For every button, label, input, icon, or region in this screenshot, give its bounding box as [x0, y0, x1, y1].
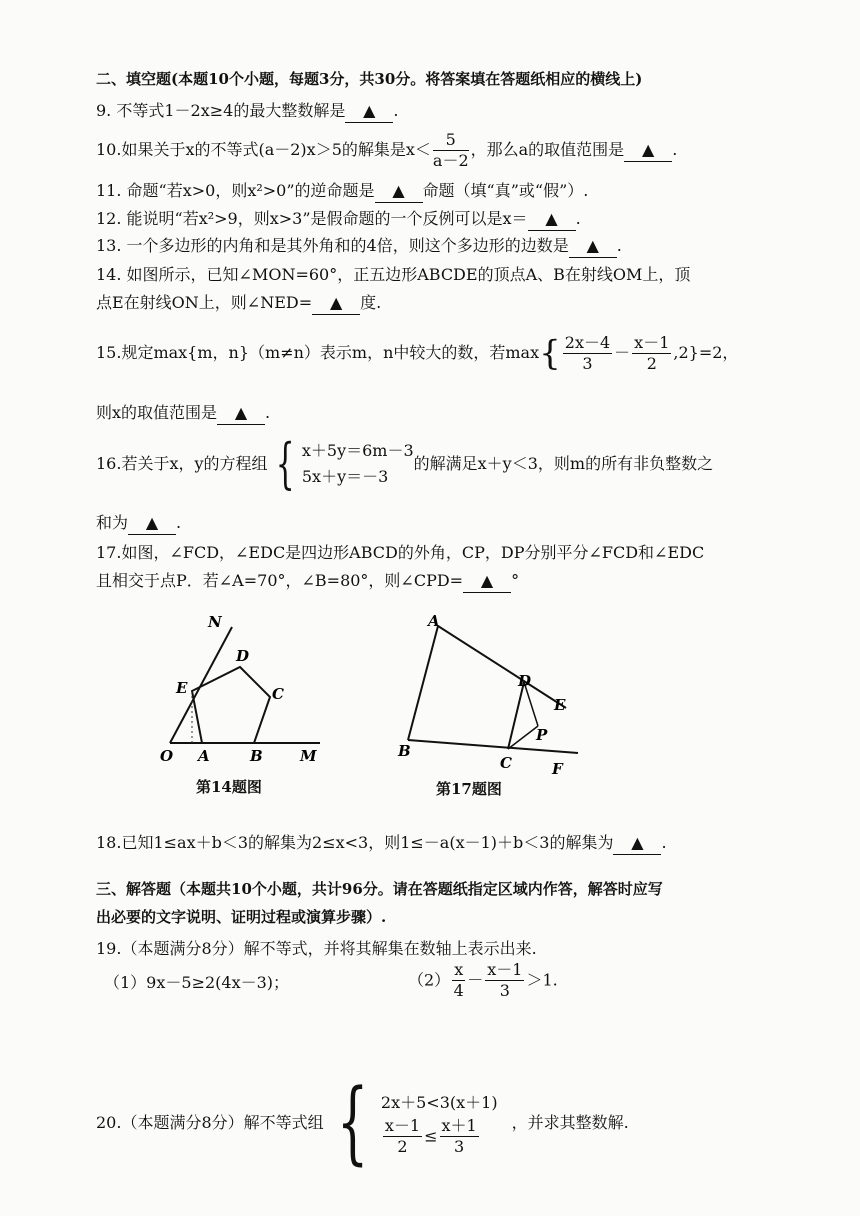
question-14-line2: 点E在射线ON上，则∠NED= ▲ 度.	[96, 292, 381, 315]
question-19-part1: （1）9x－5≥2(4x－3)；	[104, 973, 290, 992]
question-20: 20.（本题满分8分）解不等式组 { 2x＋5<3(x＋1) $\frac{x-1}{2}$ ≤ $\frac{x+1}{3}$ ，并求其整数解.	[96, 1070, 629, 1175]
figure-17-caption: 第17题图	[436, 780, 502, 798]
question-13: 13. 一个多边形的内角和是其外角和的4倍，则这个多边形的边数是 ▲ .	[96, 235, 622, 258]
question-18: 18.已知1≤ax＋b＜3的解集为2≤x<3，则1≤－a(x－1)＋b＜3的解集为 ▲ .	[96, 832, 667, 855]
question-9: 9. 不等式1－2x≥4的最大整数解是 ▲ .	[96, 100, 398, 123]
question-14-line1: 14. 如图所示，已知∠MON=60°，正五边形ABCDE的顶点A、B在射线OM上，顶	[96, 265, 691, 284]
question-10: 10.如果关于x的不等式(a－2)x＞5的解集是x＜ $\frac{5}{a-2}$ ，那么a的取值范围是 ▲ .	[96, 130, 678, 170]
label-M: M	[300, 747, 317, 765]
answer-blank: ▲	[528, 208, 576, 231]
label-A: A	[428, 612, 440, 630]
answer-blank: ▲	[624, 139, 672, 162]
answer-blank: ▲	[569, 235, 617, 258]
answer-blank: ▲	[463, 570, 511, 593]
label-N: N	[208, 615, 222, 631]
question-17-line2: 且相交于点P．若∠A=70°，∠B=80°，则∠CPD= ▲ °	[96, 570, 519, 593]
fraction: $\frac{5}{a-2}$	[432, 130, 469, 170]
section2-heading: 二、填空题(本题10个小题，每题3分，共30分。将答案填在答题纸相应的横线上)	[96, 70, 643, 88]
question-16: 16.若关于x，y的方程组 { x＋5y＝6m－3 5x＋y＝－3 的解满足x＋y＜3，则m的所有非负整数之	[96, 432, 714, 495]
label-E: E	[554, 696, 566, 714]
question-19-head: 19.（本题满分8分）解不等式，并将其解集在数轴上表示出来.	[96, 939, 537, 958]
figure-14-caption: 第14题图	[196, 778, 262, 796]
answer-blank: ▲	[217, 402, 265, 425]
question-16-line2: 和为 ▲ .	[96, 512, 181, 535]
label-D: D	[518, 672, 532, 690]
answer-blank: ▲	[128, 512, 176, 535]
question-17-line1: 17.如图，∠FCD，∠EDC是四边形ABCD的外角，CP，DP分别平分∠FCD和∠EDC	[96, 543, 705, 562]
label-E: E	[176, 679, 188, 697]
label-B: B	[250, 747, 263, 765]
label-O: O	[160, 747, 174, 765]
label-C: C	[500, 754, 512, 772]
answer-blank: ▲	[613, 832, 661, 855]
answer-blank: ▲	[345, 100, 393, 123]
figure-14	[150, 615, 330, 765]
section3-line1: 三、解答题（本题共10个小题，共计96分。请在答题纸指定区域内作答，解答时应写	[96, 880, 663, 898]
question-11: 11. 命题“若x>0，则x²>0”的逆命题是 ▲ 命题（填“真”或“假”）.	[96, 180, 588, 203]
label-P: P	[536, 726, 548, 744]
label-D: D	[236, 647, 250, 665]
label-F: F	[552, 760, 563, 778]
question-15: 15.规定max{m，n}（m≠n）表示m，n中较大的数，若max{ $\frac{2x-4}{3}$ － $\frac{x-1}{2}$ ,2}=2，	[96, 333, 739, 374]
label-A: A	[198, 747, 210, 765]
label-B: B	[398, 742, 411, 760]
figure-17	[390, 608, 590, 778]
answer-blank: ▲	[375, 180, 423, 203]
label-C: C	[272, 685, 284, 703]
question-12: 12. 能说明“若x²>9，则x>3”是假命题的一个反例可以是x＝ ▲ .	[96, 208, 581, 231]
question-15-line2: 则x的取值范围是 ▲ .	[96, 402, 270, 425]
answer-blank: ▲	[312, 292, 360, 315]
question-19-part2: （2） $\frac{x}{4}$ － $\frac{x-1}{3}$ ＞1.	[408, 960, 558, 1000]
section3-line2: 出必要的文字说明、证明过程或演算步骤）.	[96, 908, 387, 926]
